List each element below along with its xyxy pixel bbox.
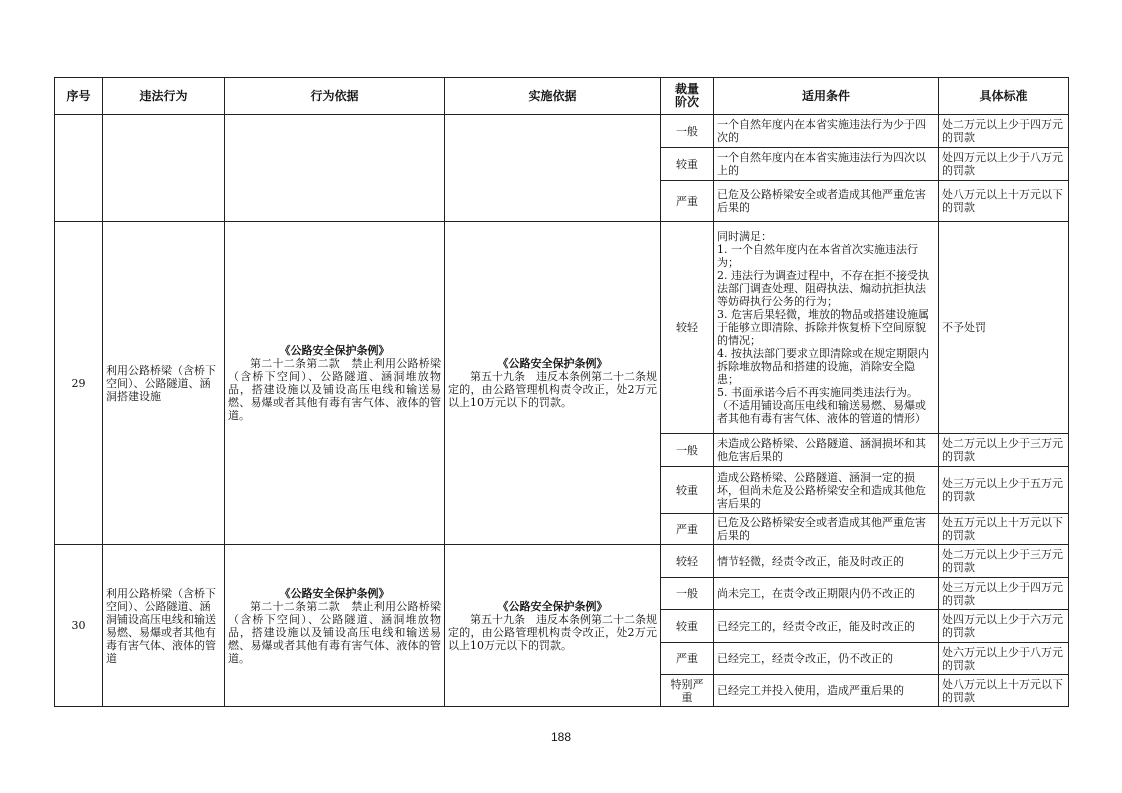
page-number: 188 [550,730,572,744]
basis-cell [225,545,445,707]
basis-text: 第二十二条第二款 禁止利用公路桥梁（含桥下空间）、公路隧道、涵洞堆放物品，搭建设施以及铺设高压电线和输送易燃、易爆或者其他有毒有害气体、液体的管道。 [228,599,441,665]
level-cell: 一般 [661,115,714,148]
level-cell: 一般 [661,578,714,610]
level-cell: 较重 [661,148,714,181]
item-number: 29 [55,222,103,545]
level-cell: 特别严重 [661,675,714,707]
condition-cell: 造成公路桥梁、公路隧道、涵洞一定的损坏，但尚未危及公路桥梁安全和造成其他危害后果的 [714,467,939,514]
standard-cell: 处四万元以上少于八万元的罚款 [939,148,1069,181]
header-std: 具体标准 [939,78,1069,115]
header-basis: 行为依据 [225,78,445,115]
standard-cell: 处二万元以上少于三万元的罚款 [939,434,1069,467]
condition-cell: 尚未完工，在责令改正期限内仍不改正的 [714,578,939,610]
standard-cell: 处二万元以上少于四万元的罚款 [939,115,1069,148]
impl-text: 第五十九条 违反本条例第二十二条规定的，由公路管理机构责令改正，处2万元以上10万元以下的罚款。 [448,612,657,652]
condition-cell: 已危及公路桥梁安全或者造成其他严重危害后果的 [714,181,939,222]
impl-cell [445,222,661,545]
condition-cell: 已危及公路桥梁安全或者造成其他严重危害后果的 [714,514,939,545]
header-violation: 违法行为 [103,78,225,115]
penalty-table [54,77,1069,707]
condition-cell: 已经完工并投入使用，造成严重后果的 [714,675,939,707]
cont-violation-cell [103,115,225,222]
condition-cell: 同时满足： 1. 一个自然年度内在本省首次实施违法行为； 2. 违法行为调查过程中，不存在拒不接受执法部门调查处理、阻碍执法、煽动抗拒执法等妨碍执行公务的行为； 3. 危害后果轻微，堆放的物品或搭建设施属于能够立即清除、拆除并恢复桥下空间原貌的情况； 4. 按执法部门要求立即清除或在规定期限内拆除堆放物品和搭建的设施，消除安全隐患； 5. 书面承诺今后不再实施同类违法行为。 （不适用铺设高压电线和输送易燃、易爆或者其他有毒有害气体、液体的管道的情形） [714,222,939,434]
level-cell: 一般 [661,434,714,467]
table-row [55,545,1069,578]
condition-cell: 已经完工的，经责令改正，能及时改正的 [714,610,939,643]
header-no: 序号 [55,78,103,115]
level-cell: 严重 [661,181,714,222]
condition-cell: 情节轻微，经责令改正，能及时改正的 [714,545,939,578]
standard-cell: 处八万元以上十万元以下的罚款 [939,181,1069,222]
impl-law-title: 《公路安全保护条例》 [497,357,608,370]
condition-cell: 已经完工，经责令改正，仍不改正的 [714,643,939,675]
header-cond: 适用条件 [714,78,939,115]
level-cell: 较轻 [661,222,714,434]
standard-cell: 处六万元以上少于八万元的罚款 [939,643,1069,675]
violation-cell: 利用公路桥梁（含桥下空间）、公路隧道、涵洞搭建设施 [103,222,225,545]
condition-cell: 一个自然年度内在本省实施违法行为四次以上的 [714,148,939,181]
table-row [55,222,1069,434]
standard-cell: 处三万元以上少于四万元的罚款 [939,578,1069,610]
basis-law-title: 《公路安全保护条例》 [279,344,390,357]
basis-cell [225,222,445,545]
table-row [55,115,1069,148]
standard-cell: 不予处罚 [939,222,1069,434]
level-cell: 严重 [661,514,714,545]
condition-cell: 一个自然年度内在本省实施违法行为少于四次的 [714,115,939,148]
cont-no-cell [55,115,103,222]
impl-law-title: 《公路安全保护条例》 [497,599,608,613]
standard-cell: 处八万元以上十万元以下的罚款 [939,675,1069,707]
cont-impl-cell [445,115,661,222]
standard-cell: 处四万元以上少于六万元的罚款 [939,610,1069,643]
item-number: 30 [55,545,103,707]
standard-cell: 处二万元以上少于三万元的罚款 [939,545,1069,578]
level-cell: 严重 [661,643,714,675]
header-level: 裁量 阶次 [661,78,714,115]
level-cell: 较重 [661,467,714,514]
cont-basis-cell [225,115,445,222]
basis-law-title: 《公路安全保护条例》 [279,586,390,600]
header-row [55,78,1069,115]
level-cell: 较重 [661,610,714,643]
basis-text: 第二十二条第二款 禁止利用公路桥梁（含桥下空间）、公路隧道、涵洞堆放物品，搭建设施以及铺设高压电线和输送易燃、易爆或者其他有毒有害气体、液体的管道。 [228,357,441,422]
impl-cell [445,545,661,707]
impl-text: 第五十九条 违反本条例第二十二条规定的，由公路管理机构责令改正，处2万元以上10万元以下的罚款。 [448,370,657,409]
violation-cell: 利用公路桥梁（含桥下空间）、公路隧道、涵洞铺设高压电线和输送易燃、易爆或者其他有毒有害气体、液体的管道 [103,545,225,707]
standard-cell: 处五万元以上十万元以下的罚款 [939,514,1069,545]
level-cell: 较轻 [661,545,714,578]
standard-cell: 处三万元以上少于五万元的罚款 [939,467,1069,514]
condition-cell: 未造成公路桥梁、公路隧道、涵洞损坏和其他危害后果的 [714,434,939,467]
header-impl: 实施依据 [445,78,661,115]
